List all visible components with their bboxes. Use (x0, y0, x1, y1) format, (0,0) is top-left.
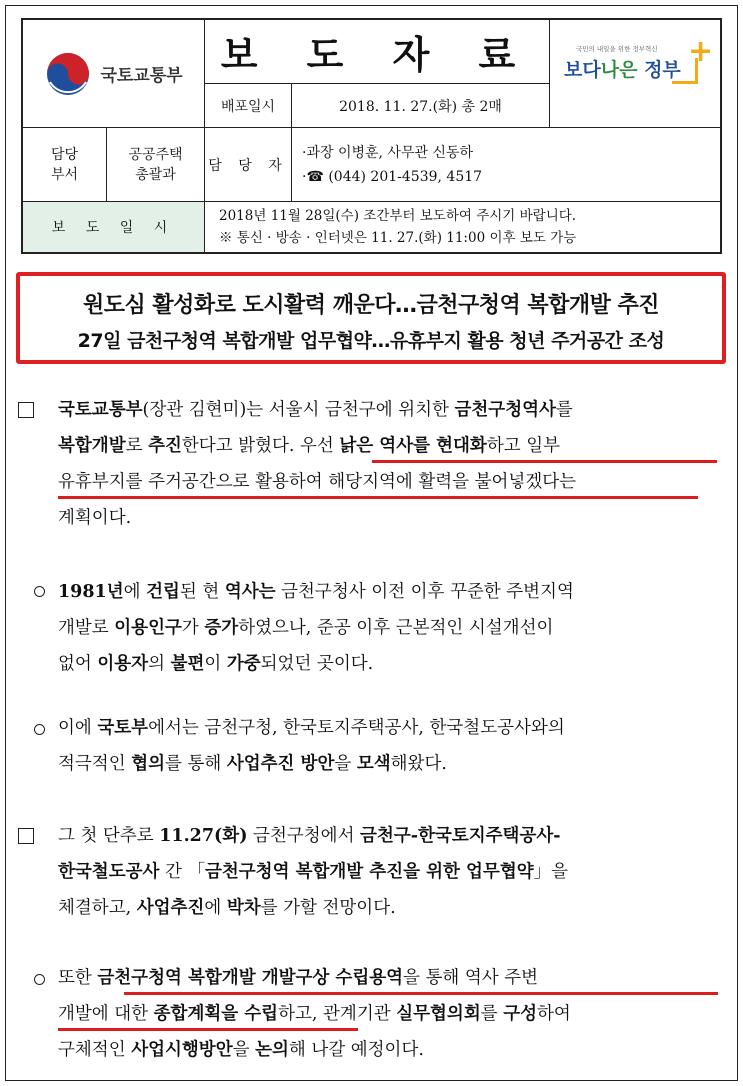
gov-slogan-part1: 보다 (564, 59, 601, 81)
circle-bullet (34, 974, 45, 985)
text-run: 11.27(화) (159, 826, 248, 846)
text-run: 에 (204, 898, 227, 918)
text-run: 건립 (146, 582, 180, 602)
headline-title: 원도심 활성화로 도시활력 깨운다…금천구청역 복합개발 추진 (82, 293, 660, 318)
text-run: 금천구청역 복합개발 추진을 위한 업무협약 (204, 862, 534, 882)
text-run: 박차 (226, 898, 261, 918)
text-run: 추진 (148, 436, 182, 456)
dept-value-line1: 공공주택 (128, 146, 183, 163)
text-run: 적극적인 (58, 754, 132, 774)
text-run: (장관 김현미)는 서울시 금천구에 위치한 (142, 400, 455, 420)
text-run: 역사는 (224, 582, 276, 602)
paragraph-3 (58, 710, 718, 782)
paragraph-1 (58, 392, 718, 536)
text-run: 되었던 곳이다. (260, 654, 374, 674)
doc-type-title: 보 도 자 료 (220, 33, 534, 77)
text-run: 금천구-한국토지주택공사- (360, 826, 561, 846)
text-run: 하였으나, 준공 이후 근본적인 시설개선이 (238, 618, 554, 638)
text-run: 1981년 (58, 582, 124, 602)
text-run: 복합개발 (58, 436, 126, 456)
publication-value (205, 202, 720, 252)
ministry-logo-cell (23, 20, 205, 128)
text-run: 낡은 역사를 현대화 (339, 436, 487, 456)
dept-label-line1: 담당 (50, 146, 79, 163)
text-run: 실무협의회 (396, 1004, 481, 1024)
red-underline (372, 460, 717, 463)
text-run: 계획이다. (58, 508, 132, 528)
text-run: 로 (125, 436, 149, 456)
dept-label-line2: 부서 (50, 166, 79, 183)
text-run: 구체적인 (58, 1040, 132, 1060)
person-line2: ·☎ (044) 201-4539, 4517 (302, 168, 483, 185)
gov-slogan-part2: 나은 (600, 59, 638, 81)
person-value (292, 128, 720, 202)
publication-line2: ※ 통신 · 방송 · 인터넷은 11. 27.(화) 11:00 이후 보도 가능 (219, 230, 577, 246)
text-run: 을 통해 역사 주변 (403, 968, 539, 988)
release-label: 배포일시 (205, 84, 292, 128)
square-bullet (18, 402, 34, 418)
release-value: 2018. 11. 27.(화) 총 2매 (292, 84, 549, 128)
text-run: 모색 (356, 754, 391, 774)
text-run: 」을 (533, 862, 569, 882)
circle-bullet (34, 586, 45, 597)
text-run: 구성 (503, 1004, 538, 1024)
text-run: 이 (204, 654, 227, 674)
text-run: 개발로 (58, 618, 115, 638)
text-run: 하고, 관계기관 (278, 1004, 397, 1024)
text-run: 한국철도공사 (58, 862, 160, 882)
text-run: 하고 일부 (486, 436, 561, 456)
person-line1: ·과장 이병훈, 사무관 신동하 (302, 144, 474, 161)
taegeuk-logo-icon (44, 50, 92, 98)
text-run: 사업추진 (136, 898, 205, 918)
text-run: 를 통해 (165, 754, 227, 774)
text-run: 불편 (170, 654, 205, 674)
text-run: 를 (480, 1004, 504, 1024)
text-run: 해왔다. (390, 754, 447, 774)
dept-label (23, 128, 107, 202)
paragraph-5 (58, 960, 718, 1068)
text-run: 사업추진 방안 (226, 754, 335, 774)
text-run: 협의 (131, 754, 165, 774)
red-underline (58, 496, 698, 499)
text-run: 된 현 (179, 582, 225, 602)
text-run: 하여 (537, 1004, 571, 1024)
text-run: 에 (123, 582, 147, 602)
text-run: 한다고 밝혔다. 우선 (181, 436, 340, 456)
gov-slogan-part3: 정부 (644, 59, 681, 81)
press-release-header (21, 18, 722, 254)
text-run: 또한 (58, 968, 98, 988)
text-run: 가중 (226, 654, 261, 674)
circle-bullet (34, 724, 45, 735)
headline-box (16, 272, 726, 364)
text-run: 종합계획을 수립 (153, 1004, 279, 1024)
text-run: 가 (181, 618, 205, 638)
square-bullet (18, 828, 34, 844)
text-run: 해 나갈 예정이다. (288, 1040, 424, 1060)
text-run: 체결하고, (58, 898, 137, 918)
text-run: 증가 (204, 618, 239, 638)
text-run: 를 (555, 400, 573, 420)
text-run: 금천구청사 이전 이후 꾸준한 주변지역 (275, 582, 574, 602)
red-underline (124, 992, 718, 995)
ministry-name: 국토교통부 (100, 66, 183, 86)
text-run: 금천구청에서 (247, 826, 361, 846)
person-label: 담 당 자 (205, 128, 292, 202)
text-run: 간 「 (159, 862, 205, 882)
gov-slogan-small: 국민의 내일을 위한 정부혁신 (576, 45, 658, 53)
gov-plus-icon: + (688, 34, 714, 69)
text-run: 이용인구 (114, 618, 182, 638)
doc-type-cell (205, 20, 549, 84)
dept-value (107, 128, 205, 202)
text-run: 없어 (58, 654, 98, 674)
text-run: 에서는 금천구청, 한국토지주택공사, 한국철도공사와의 (148, 718, 565, 738)
dept-value-line2: 총괄과 (135, 166, 176, 183)
text-run: 이에 (58, 718, 98, 738)
publication-label: 보 도 일 시 (23, 202, 205, 252)
text-run: 금천구청역사 (454, 400, 556, 420)
text-run: 그 첫 단추로 (58, 826, 160, 846)
text-run: 사업시행방안 (131, 1040, 233, 1060)
text-run: 의 (148, 654, 171, 674)
text-run: 을 (334, 754, 357, 774)
text-run: 논의 (255, 1040, 289, 1060)
text-run: 개발에 대한 (58, 1004, 154, 1024)
paragraph-4 (58, 818, 718, 926)
red-underline (58, 1028, 358, 1031)
text-run: 를 가할 전망이다. (260, 898, 396, 918)
headline-subtitle: 27일 금천구청역 복합개발 업무협약…유휴부지 활용 청년 주거공간 조성 (77, 330, 665, 352)
gov-slogan-cell (549, 20, 720, 128)
gov-slogan-logo (564, 34, 714, 82)
text-run: 을 (232, 1040, 256, 1060)
paragraph-2 (58, 574, 718, 682)
text-run: 국토교통부 (58, 400, 143, 420)
text-run: 이용자 (97, 654, 149, 674)
text-run: 금천구청역 복합개발 개발구상 수립용역 (97, 968, 404, 988)
text-run: 유휴부지를 주거공간으로 활용하여 해당지역에 활력을 불어넣겠다는 (58, 472, 577, 492)
text-run: 국토부 (97, 718, 149, 738)
publication-line1: 2018년 11월 28일(수) 조간부터 보도하여 주시기 바랍니다. (219, 208, 577, 224)
